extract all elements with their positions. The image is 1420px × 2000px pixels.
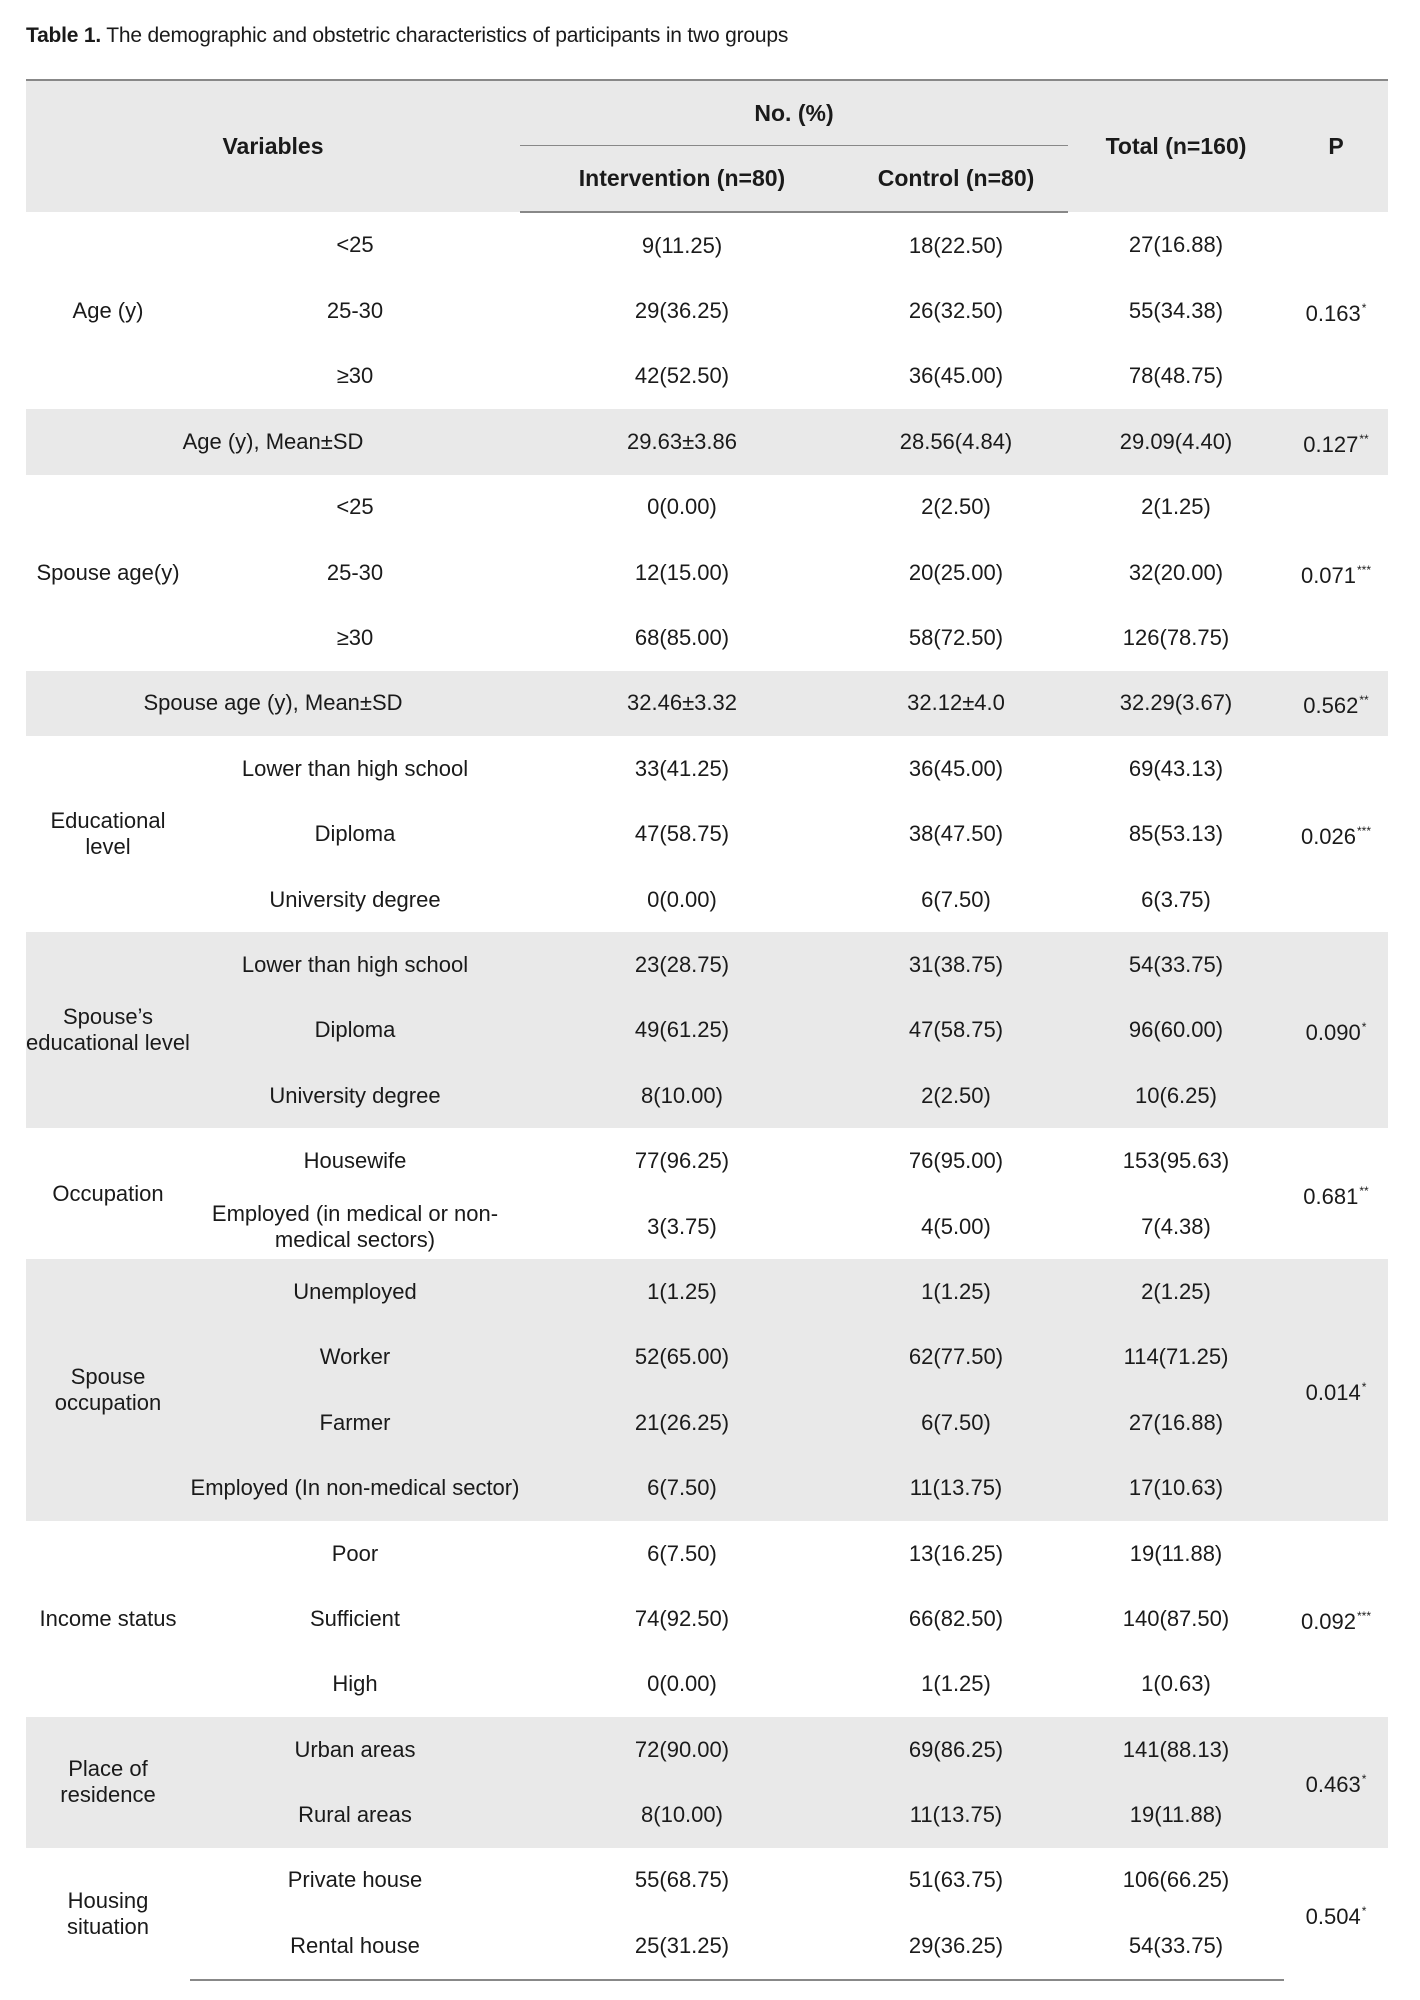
variable-category: High	[332, 1671, 378, 1697]
table-row	[26, 671, 1388, 736]
p-value-significance-marker: *	[1361, 300, 1367, 315]
header-no-percent: No. (%)	[520, 80, 1068, 146]
variable-category: ≥30	[336, 363, 374, 389]
intervention-value: 3(3.75)	[647, 1213, 717, 1239]
table-row	[26, 1717, 1388, 1782]
total-value: 69(43.13)	[1128, 755, 1224, 781]
header-variables: Variables	[26, 80, 520, 212]
table-row	[26, 867, 1388, 932]
variable-category: Housewife	[303, 1148, 407, 1174]
total-value: 6(3.75)	[1141, 886, 1211, 912]
control-value: 32.12±4.0	[844, 671, 1068, 736]
control-value: 11(13.75)	[844, 1782, 1068, 1847]
table-row	[26, 1259, 1388, 1324]
variable-group-label: Educational level	[50, 808, 166, 860]
p-value-cell	[1284, 1521, 1388, 1717]
total-value: 2(1.25)	[1068, 1259, 1284, 1324]
control-value: 1(1.25)	[921, 1671, 991, 1697]
variable-category: Urban areas	[190, 1717, 520, 1782]
p-value-significance-marker: *	[1361, 1903, 1367, 1918]
total-value: 32(20.00)	[1128, 559, 1224, 585]
p-value-significance-marker: ***	[1357, 562, 1372, 577]
variable-group-label: Place of residence	[26, 1717, 190, 1848]
p-value-cell	[1284, 932, 1388, 1128]
table-row	[26, 1455, 1388, 1520]
p-value: 0.090	[1305, 1020, 1361, 1046]
control-value: 28.56(4.84)	[844, 409, 1068, 474]
table-row	[26, 1194, 1388, 1259]
control-value: 20(25.00)	[908, 559, 1004, 585]
total-value: 17(10.63)	[1068, 1455, 1284, 1520]
intervention-value: 6(7.50)	[520, 1455, 844, 1520]
p-value-cell	[1284, 1259, 1388, 1521]
control-value: 47(58.75)	[844, 998, 1068, 1063]
p-value-cell	[1284, 212, 1388, 409]
table-row	[26, 1652, 1388, 1717]
table-row	[26, 998, 1388, 1063]
intervention-value: 68(85.00)	[634, 625, 730, 651]
intervention-value: 52(65.00)	[520, 1325, 844, 1390]
table-row	[26, 1782, 1388, 1847]
control-value: 51(63.75)	[908, 1867, 1004, 1893]
control-value: 66(82.50)	[908, 1605, 1004, 1631]
control-value: 62(77.50)	[844, 1325, 1068, 1390]
p-value-significance-marker: **	[1359, 1183, 1369, 1198]
control-value: 13(16.25)	[908, 1540, 1004, 1566]
p-value: 0.681	[1303, 1183, 1359, 1209]
p-value: 0.014	[1305, 1380, 1361, 1406]
p-value: 0.562	[1303, 693, 1359, 719]
variable-group-label: Housing situation	[67, 1887, 149, 1939]
intervention-value: 8(10.00)	[520, 1782, 844, 1847]
control-value: 1(1.25)	[844, 1259, 1068, 1324]
variable-category: Diploma	[314, 821, 396, 847]
p-value-significance-marker: ***	[1357, 824, 1372, 839]
header-intervention: Intervention (n=80)	[520, 146, 844, 212]
table-row	[26, 736, 1388, 801]
intervention-value: 25(31.25)	[520, 1913, 844, 1979]
control-value: 38(47.50)	[908, 821, 1004, 847]
intervention-value: 74(92.50)	[634, 1605, 730, 1631]
control-value: 31(38.75)	[844, 932, 1068, 997]
variable-category: University degree	[190, 1063, 520, 1128]
variable-category: University degree	[269, 886, 441, 912]
intervention-value: 9(11.25)	[641, 232, 723, 258]
variable-category: ≥30	[336, 625, 374, 651]
intervention-value: 42(52.50)	[634, 363, 730, 389]
variable-category: Rental house	[190, 1913, 520, 1979]
variable-group-label: Spouse age(y)	[36, 559, 180, 585]
p-value-cell	[1284, 1848, 1388, 1980]
total-value: 29.09(4.40)	[1068, 409, 1284, 474]
table-row	[26, 1586, 1388, 1651]
control-value: 18(22.50)	[908, 232, 1004, 258]
variable-category: 25-30	[326, 559, 384, 585]
total-value: 10(6.25)	[1068, 1063, 1284, 1128]
intervention-value: 55(68.75)	[634, 1867, 730, 1893]
total-value: 2(1.25)	[1141, 494, 1211, 520]
table-row	[26, 1063, 1388, 1128]
total-value: 106(66.25)	[1122, 1867, 1230, 1893]
demographics-table	[26, 79, 1388, 1981]
control-value: 36(45.00)	[908, 755, 1004, 781]
intervention-value: 77(96.25)	[634, 1148, 730, 1174]
variable-group-label: Spouse’s educational level	[26, 932, 190, 1128]
total-value: 85(53.13)	[1128, 821, 1224, 847]
p-value: 0.163	[1305, 300, 1361, 326]
table-row	[26, 212, 1388, 278]
variable-category: Lower than high school	[190, 932, 520, 997]
variable-category: Poor	[331, 1540, 379, 1566]
intervention-value: 0(0.00)	[647, 1671, 717, 1697]
p-value-cell	[1284, 1128, 1388, 1259]
p-value-cell	[1284, 736, 1388, 932]
intervention-value: 72(90.00)	[520, 1717, 844, 1782]
variable-category: <25	[336, 494, 374, 520]
variable-category: Diploma	[190, 998, 520, 1063]
control-value: 2(2.50)	[921, 494, 991, 520]
total-value: 27(16.88)	[1128, 232, 1224, 258]
variable-category: Worker	[190, 1325, 520, 1390]
variable-group-label: Occupation	[52, 1180, 164, 1206]
p-value-significance-marker: **	[1359, 431, 1369, 446]
variable-category: Lower than high school	[241, 755, 469, 781]
variable-category: Rural areas	[190, 1782, 520, 1847]
total-value: 27(16.88)	[1068, 1390, 1284, 1455]
intervention-value: 1(1.25)	[520, 1259, 844, 1324]
control-value: 29(36.25)	[844, 1913, 1068, 1979]
intervention-value: 29.63±3.86	[520, 409, 844, 474]
intervention-value: 6(7.50)	[647, 1540, 717, 1566]
variable-category: Private house	[287, 1867, 423, 1893]
p-value-cell	[1284, 409, 1388, 474]
header-total: Total (n=160)	[1068, 80, 1284, 212]
variable-label: Spouse age (y), Mean±SD	[26, 671, 520, 736]
table-row	[26, 344, 1388, 409]
variable-category: Farmer	[190, 1390, 520, 1455]
table-row	[26, 278, 1388, 343]
total-value: 54(33.75)	[1068, 932, 1284, 997]
total-value: 96(60.00)	[1068, 998, 1284, 1063]
table-row	[26, 1128, 1388, 1193]
intervention-value: 49(61.25)	[520, 998, 844, 1063]
intervention-value: 12(15.00)	[634, 559, 730, 585]
total-value: 140(87.50)	[1122, 1605, 1230, 1631]
intervention-value: 33(41.25)	[634, 755, 730, 781]
table-row	[26, 802, 1388, 867]
control-value: 11(13.75)	[844, 1455, 1068, 1520]
table-row	[26, 605, 1388, 670]
p-value-significance-marker: ***	[1357, 1608, 1372, 1623]
total-value: 19(11.88)	[1129, 1540, 1223, 1566]
p-value-significance-marker: *	[1361, 1380, 1367, 1395]
total-value: 141(88.13)	[1068, 1717, 1284, 1782]
intervention-value: 8(10.00)	[520, 1063, 844, 1128]
p-value: 0.092	[1300, 1608, 1357, 1634]
p-value: 0.504	[1305, 1903, 1361, 1929]
control-value: 58(72.50)	[908, 625, 1004, 651]
intervention-value: 47(58.75)	[634, 821, 730, 847]
p-value: 0.071	[1300, 562, 1357, 588]
table-row	[26, 409, 1388, 474]
intervention-value: 29(36.25)	[634, 298, 730, 324]
control-value: 6(7.50)	[844, 1390, 1068, 1455]
total-value: 55(34.38)	[1128, 298, 1224, 324]
variable-category: Employed (In non-medical sector)	[190, 1455, 520, 1520]
intervention-value: 32.46±3.32	[520, 671, 844, 736]
intervention-value: 23(28.75)	[520, 932, 844, 997]
control-value: 36(45.00)	[908, 363, 1004, 389]
p-value: 0.026	[1300, 824, 1357, 850]
table-row	[26, 1913, 1388, 1979]
p-value-cell	[1284, 475, 1388, 671]
intervention-value: 21(26.25)	[520, 1390, 844, 1455]
variable-category: 25-30	[326, 298, 384, 324]
table-row	[26, 1390, 1388, 1455]
variable-group-label: Income status	[39, 1605, 177, 1631]
p-value-cell	[1284, 1717, 1388, 1848]
control-value: 26(32.50)	[908, 298, 1004, 324]
table-row	[26, 1325, 1388, 1390]
intervention-value: 0(0.00)	[647, 494, 717, 520]
total-value: 54(33.75)	[1068, 1913, 1284, 1979]
variable-label: Age (y), Mean±SD	[26, 409, 520, 474]
variable-group-label: Spouse occupation	[26, 1259, 190, 1521]
table-row	[26, 1848, 1388, 1913]
total-value: 126(78.75)	[1122, 625, 1230, 651]
total-value: 19(11.88)	[1068, 1782, 1284, 1847]
total-value: 78(48.75)	[1128, 363, 1224, 389]
table-row	[26, 932, 1388, 997]
variable-category: <25	[336, 232, 374, 258]
total-value: 7(4.38)	[1141, 1213, 1211, 1239]
p-value-cell	[1284, 671, 1388, 736]
control-value: 69(86.25)	[844, 1717, 1068, 1782]
control-value: 2(2.50)	[844, 1063, 1068, 1128]
header-control: Control (n=80)	[844, 146, 1068, 212]
total-value: 114(71.25)	[1068, 1325, 1284, 1390]
variable-category: Sufficient	[309, 1605, 401, 1631]
p-value: 0.463	[1305, 1772, 1361, 1798]
control-value: 4(5.00)	[921, 1213, 991, 1239]
variable-category: Unemployed	[190, 1259, 520, 1324]
table-body	[26, 212, 1388, 1980]
variable-group-label: Age (y)	[72, 297, 144, 323]
total-value: 32.29(3.67)	[1068, 671, 1284, 736]
total-value: 1(0.63)	[1141, 1671, 1211, 1697]
control-value: 76(95.00)	[908, 1148, 1004, 1174]
variable-category: Employed (in medical or non-medical sectors)	[211, 1200, 499, 1252]
caption-text: The demographic and obstetric characteristics of participants in two groups	[101, 24, 789, 47]
p-value-significance-marker: **	[1359, 693, 1369, 708]
p-value: 0.127	[1303, 431, 1359, 457]
p-value-significance-marker: *	[1361, 1020, 1367, 1035]
table-row	[26, 1521, 1388, 1586]
caption-label: Table 1.	[26, 24, 102, 47]
table-row	[26, 540, 1388, 605]
total-value: 153(95.63)	[1122, 1148, 1230, 1174]
table-row	[26, 475, 1388, 540]
intervention-value: 0(0.00)	[647, 886, 717, 912]
p-value-significance-marker: *	[1361, 1772, 1367, 1787]
control-value: 6(7.50)	[921, 886, 991, 912]
header-p: P	[1284, 80, 1388, 212]
table-caption	[26, 24, 788, 48]
